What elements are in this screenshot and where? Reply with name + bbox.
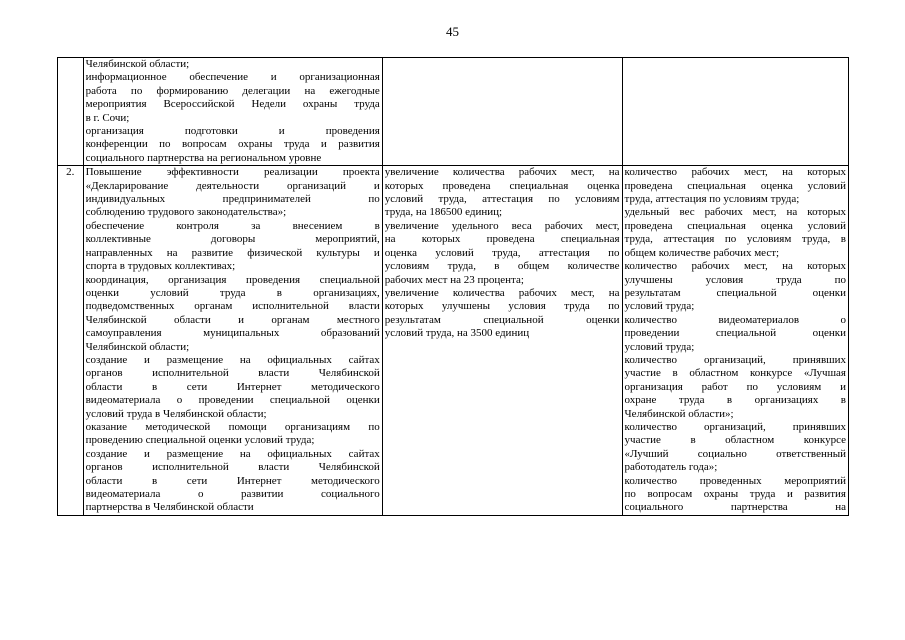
- row-number-cell: [58, 58, 84, 166]
- text-line: мероприятия Всероссийской Недели охраны труда: [85, 98, 380, 111]
- text-line: результатам специальной оценки: [624, 286, 846, 299]
- text-line: на которых проведена специальная: [384, 233, 620, 246]
- table-body: [58, 58, 849, 516]
- text-line: увеличение удельного веса рабочих мест,: [384, 219, 620, 232]
- text-line: проведена специальная оценка условий: [624, 219, 846, 232]
- text-line: удельный вес рабочих мест, на которых: [624, 206, 846, 219]
- text-line: информационное обеспечение и организационная: [85, 71, 380, 84]
- text-line: условий труда, аттестация по условиям: [384, 193, 620, 206]
- text-line: Челябинской области;: [85, 340, 190, 353]
- text-line: Челябинской области;: [85, 58, 190, 70]
- text-line: работа по формированию делегации на ежегодные: [85, 84, 380, 97]
- text-line: увеличение количества рабочих мест, на: [384, 166, 620, 179]
- text-line: проведении специальной оценки: [624, 327, 846, 340]
- expected-results-cell: [382, 58, 622, 166]
- row-number-cell: 2.: [58, 166, 84, 516]
- text-line: координация, организация проведения специальной: [85, 273, 380, 286]
- text-line: количество рабочих мест, на которых: [624, 260, 846, 273]
- text-line: в г. Сочи;: [85, 111, 130, 124]
- text-line: оценка условий труда, аттестация по: [384, 246, 620, 259]
- table-row: [58, 166, 849, 516]
- text-line: подведомственных органам исполнительной власти: [85, 300, 380, 313]
- text-line: области в сети Интернет методического: [85, 380, 380, 393]
- text-line: увеличение количества рабочих мест, на: [384, 286, 620, 299]
- text-line: направленных на развитие физической культуры и: [85, 246, 380, 259]
- page-number: 45: [446, 24, 459, 39]
- activities-cell: [83, 58, 382, 166]
- text-line: количество видеоматериалов о: [624, 313, 846, 326]
- text-line: видеоматериала о развитии социального: [85, 488, 380, 500]
- text-line: Повышение эффективности реализации проекта: [85, 166, 380, 179]
- text-line: коллективные договоры мероприятий,: [85, 233, 380, 246]
- text-line: партнерства в Челябинской области: [85, 501, 254, 514]
- text-line: социального партнерства на: [624, 501, 846, 514]
- text-line: условий труда;: [624, 300, 695, 313]
- text-line: участие в областном конкурсе: [624, 434, 846, 447]
- text-line: количество организаций, принявших: [624, 420, 846, 433]
- text-line: труда, на 186500 единиц;: [384, 206, 503, 219]
- text-line: органов исполнительной власти Челябинской: [85, 367, 380, 380]
- text-line: количество проведенных мероприятий: [624, 474, 846, 487]
- text-line: Челябинской области»;: [624, 407, 734, 420]
- text-line: участие в областном конкурсе «Лучшая: [624, 367, 846, 380]
- program-table: [57, 57, 849, 516]
- text-line: соблюдению трудового законодательства»;: [85, 206, 287, 219]
- text-line: условиям труда, в общем количестве: [384, 260, 620, 273]
- text-line: труда, аттестация по условиям труда, в: [624, 233, 846, 246]
- text-line: количество организаций, принявших: [624, 353, 846, 366]
- text-line: проведена специальная оценка условий: [624, 179, 846, 192]
- text-line: индивидуальных предпринимателей по: [85, 193, 380, 206]
- text-line: организация работ по условиям и: [624, 380, 846, 393]
- text-line: видеоматериала о проведении специальной оценки: [85, 394, 380, 407]
- table-row: [58, 58, 849, 166]
- text-line: «Декларирование деятельности организаций и: [85, 179, 380, 192]
- text-line: оценки условий труда в организациях,: [85, 286, 380, 299]
- text-line: условий труда в Челябинской области;: [85, 407, 267, 420]
- text-line: результатам специальной оценки: [384, 313, 620, 326]
- indicators-cell: [622, 58, 848, 166]
- text-line: органов исполнительной власти Челябинской: [85, 461, 380, 474]
- text-line: условий труда;: [624, 340, 695, 353]
- text-line: области в сети Интернет методического: [85, 474, 380, 487]
- text-line: конференции по вопросам охраны труда и развития: [85, 138, 380, 151]
- text-line: создание и размещение на официальных сайтах: [85, 447, 380, 460]
- text-line: охране труда в организациях в: [624, 394, 846, 407]
- text-line: обеспечение контроля за внесением в: [85, 219, 380, 232]
- indicators-cell: [622, 166, 848, 516]
- text-line: самоуправления муниципальных образований: [85, 327, 380, 340]
- text-line: проведению специальной оценки условий труда;: [85, 434, 315, 447]
- text-line: которых улучшены условия труда по: [384, 300, 620, 313]
- activities-cell: [83, 166, 382, 516]
- text-line: общем количестве рабочих мест;: [624, 246, 780, 259]
- text-line: организация подготовки и проведения: [85, 125, 380, 138]
- text-line: Челябинской области и органам местного: [85, 313, 380, 326]
- text-line: «Лучший социально ответственный: [624, 447, 846, 460]
- text-line: социального партнерства на региональном уровне: [85, 151, 322, 164]
- text-line: создание и размещение на официальных сайтах: [85, 353, 380, 366]
- expected-results-cell: [382, 166, 622, 516]
- text-line: которых проведена специальная оценка: [384, 179, 620, 192]
- text-line: по вопросам охраны труда и развития: [624, 488, 846, 500]
- text-line: труда, аттестация по условиям труда;: [624, 193, 800, 206]
- text-line: спорта в трудовых коллективах;: [85, 260, 236, 273]
- text-line: количество рабочих мест, на которых: [624, 166, 846, 179]
- text-line: рабочих мест на 23 процента;: [384, 273, 524, 286]
- text-line: условий труда, на 3500 единиц: [384, 327, 530, 340]
- text-line: оказание методической помощи организациям по: [85, 420, 380, 433]
- text-line: работодатель года»;: [624, 461, 718, 474]
- text-line: улучшены условия труда по: [624, 273, 846, 286]
